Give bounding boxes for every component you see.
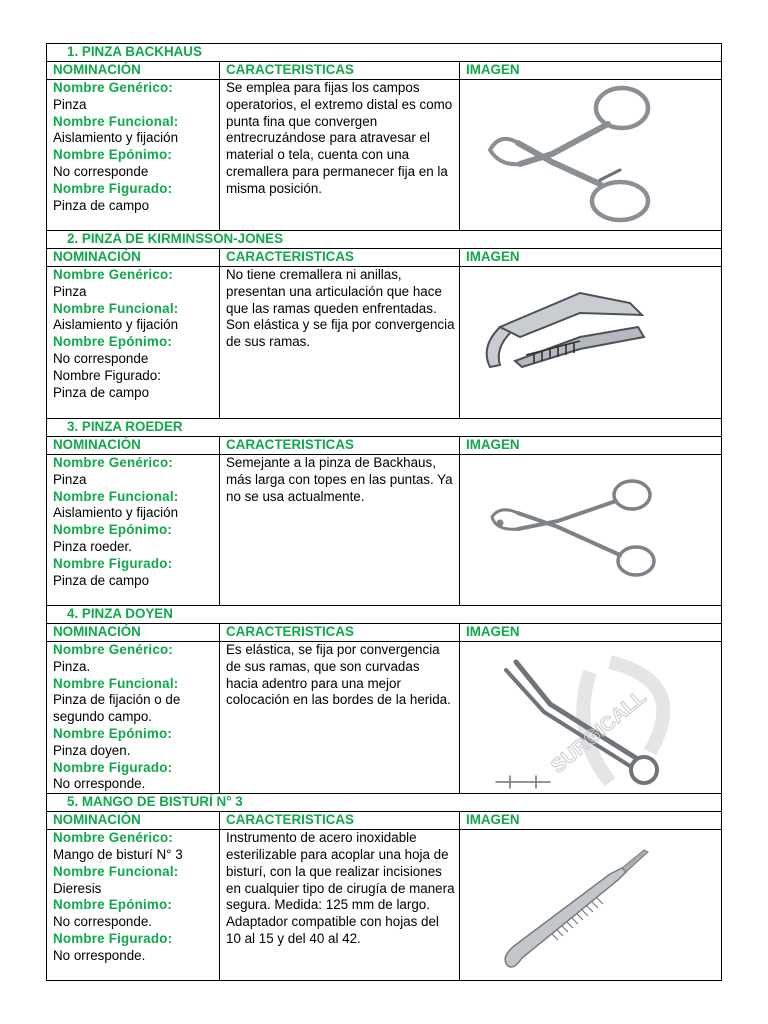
characteristics-cell <box>220 642 460 794</box>
generic-name-value: Pinza <box>53 471 87 487</box>
instrument-table <box>46 43 722 981</box>
image-cell <box>460 80 722 231</box>
section-title-row <box>47 44 722 62</box>
doyen-clamp-icon <box>460 642 721 792</box>
functional-name-value: Aislamiento y fijación <box>53 505 179 521</box>
header-caracteristicas: CARACTERISTICAS <box>220 812 460 830</box>
characteristics-cell <box>220 80 460 231</box>
figurative-name-value: No orresponde. <box>53 776 146 792</box>
functional-name-value: Pinza de fijación o de segundo campo. <box>53 692 181 725</box>
header-caracteristicas: CARACTERISTICAS <box>220 249 460 267</box>
nomination-cell <box>47 455 220 606</box>
header-nominacion: NOMINACIÓN <box>47 249 220 267</box>
generic-name-value: Pinza <box>53 283 87 299</box>
generic-name-label: Nombre Genérico: <box>53 455 174 470</box>
generic-name-label: Nombre Genérico: <box>53 642 174 657</box>
header-nominacion: NOMINACIÓN <box>47 812 220 830</box>
header-imagen: IMAGEN <box>460 624 722 642</box>
header-row <box>47 812 722 830</box>
image-cell <box>460 455 722 606</box>
characteristics-text: No tiene cremallera ni anillas, presentan una articulación que hace que las ramas queden enfrentadas. Son elástica y se fija por convergencia de sus ramas. <box>226 267 455 350</box>
functional-name-value: Aislamiento y fijación <box>53 130 179 146</box>
image-cell <box>460 642 722 794</box>
section-title-row <box>47 231 722 249</box>
content-row <box>47 267 722 419</box>
content-row <box>47 642 722 794</box>
eponym-name-value: No corresponde <box>53 350 149 366</box>
figurative-name-value: Pinza de campo <box>53 197 150 213</box>
header-caracteristicas: CARACTERISTICAS <box>220 437 460 455</box>
header-nominacion: NOMINACIÓN <box>47 624 220 642</box>
section-title: 3. PINZA ROEDER <box>47 419 722 437</box>
characteristics-cell <box>220 830 460 981</box>
backhaus-towel-clamp-icon <box>460 80 721 230</box>
image-cell <box>460 267 722 419</box>
section-title: 2. PINZA DE KIRMINSSON-JONES <box>47 231 722 249</box>
characteristics-text: Se emplea para fijas los campos operatorios, el extremo distal es como punta fina que convergen entrecruzándose para atravesar el material o tela, cuenta con una cremallera para permanecer fija en la misma posición. <box>226 80 453 196</box>
functional-name-label: Nombre Funcional: <box>53 675 179 691</box>
functional-name-label: Nombre Funcional: <box>53 113 179 129</box>
jones-towel-clip-icon <box>460 267 721 417</box>
eponym-name-label: Nombre Epónimo: <box>53 725 173 741</box>
figurative-name-label: Nombre Figurado: <box>53 555 173 571</box>
content-row <box>47 830 722 981</box>
header-imagen: IMAGEN <box>460 62 722 80</box>
functional-name-label: Nombre Funcional: <box>53 488 179 504</box>
functional-name-value: Aislamiento y fijación <box>53 317 179 333</box>
eponym-name-value: No corresponde. <box>53 914 152 930</box>
generic-name-label: Nombre Genérico: <box>53 267 174 282</box>
figurative-name-label: Nombre Figurado: <box>53 367 161 383</box>
generic-name-value: Pinza <box>53 96 87 112</box>
watermark-text: SURGICALL <box>547 685 651 778</box>
header-row <box>47 62 722 80</box>
header-row <box>47 437 722 455</box>
section-title: 5. MANGO DE BISTURÍ N° 3 <box>47 794 722 812</box>
eponym-name-label: Nombre Epónimo: <box>53 522 173 538</box>
eponym-name-label: Nombre Epónimo: <box>53 147 173 163</box>
header-nominacion: NOMINACIÓN <box>47 62 220 80</box>
figurative-name-value: Pinza de campo <box>53 384 150 400</box>
nomination-cell <box>47 267 220 419</box>
characteristics-text: Semejante a la pinza de Backhaus, más larga con topes en las puntas. Ya no se usa actualmente. <box>226 455 453 504</box>
figurative-name-label: Nombre Figurado: <box>53 930 173 946</box>
generic-name-value: Pinza. <box>53 658 91 674</box>
header-imagen: IMAGEN <box>460 812 722 830</box>
functional-name-label: Nombre Funcional: <box>53 863 179 879</box>
header-nominacion: NOMINACIÓN <box>47 437 220 455</box>
eponym-name-value: No corresponde <box>53 163 149 179</box>
content-row <box>47 455 722 606</box>
generic-name-label: Nombre Genérico: <box>53 830 174 846</box>
figurative-name-value: Pinza de campo <box>53 572 150 588</box>
characteristics-cell <box>220 455 460 606</box>
nomination-cell <box>47 80 220 231</box>
characteristics-text: Es elástica, se fija por convergencia de sus ramas, que son curvadas hacia adentro para una mejor colocación en las bordes de la herida. <box>226 642 451 708</box>
header-caracteristicas: CARACTERISTICAS <box>220 62 460 80</box>
section-title-row <box>47 606 722 624</box>
figurative-name-label: Nombre Figurado: <box>53 759 173 775</box>
eponym-name-value: Pinza roeder. <box>53 538 132 554</box>
header-imagen: IMAGEN <box>460 249 722 267</box>
section-title: 4. PINZA DOYEN <box>47 606 722 624</box>
section-title: 1. PINZA BACKHAUS <box>47 44 722 62</box>
image-cell <box>460 830 722 981</box>
section-title-row <box>47 419 722 437</box>
roeder-towel-clamp-icon <box>460 455 721 605</box>
figurative-name-value: No orresponde. <box>53 947 146 963</box>
header-imagen: IMAGEN <box>460 437 722 455</box>
figurative-name-label: Nombre Figurado: <box>53 180 173 196</box>
characteristics-cell <box>220 267 460 419</box>
eponym-name-label: Nombre Epónimo: <box>53 897 173 913</box>
eponym-name-label: Nombre Epónimo: <box>53 334 173 350</box>
generic-name-label: Nombre Genérico: <box>53 80 174 95</box>
functional-name-label: Nombre Funcional: <box>53 300 179 316</box>
content-row <box>47 80 722 231</box>
header-row <box>47 624 722 642</box>
header-caracteristicas: CARACTERISTICAS <box>220 624 460 642</box>
scalpel-handle-icon <box>460 830 721 980</box>
eponym-name-value: Pinza doyen. <box>53 742 131 758</box>
generic-name-value: Mango de bisturí N° 3 <box>53 846 183 862</box>
nomination-cell <box>47 830 220 981</box>
section-title-row <box>47 794 722 812</box>
nomination-cell <box>47 642 220 794</box>
header-row <box>47 249 722 267</box>
characteristics-text: Instrumento de acero inoxidable esterilizable para acoplar una hoja de bisturí, con la que realizar incisiones en cualquier tipo de cirugía de manera segura. Medida: 125 mm de largo. Adaptador compatible con hojas del 10 al 15 y del 40 al 42. <box>226 830 455 946</box>
functional-name-value: Dieresis <box>53 880 102 896</box>
